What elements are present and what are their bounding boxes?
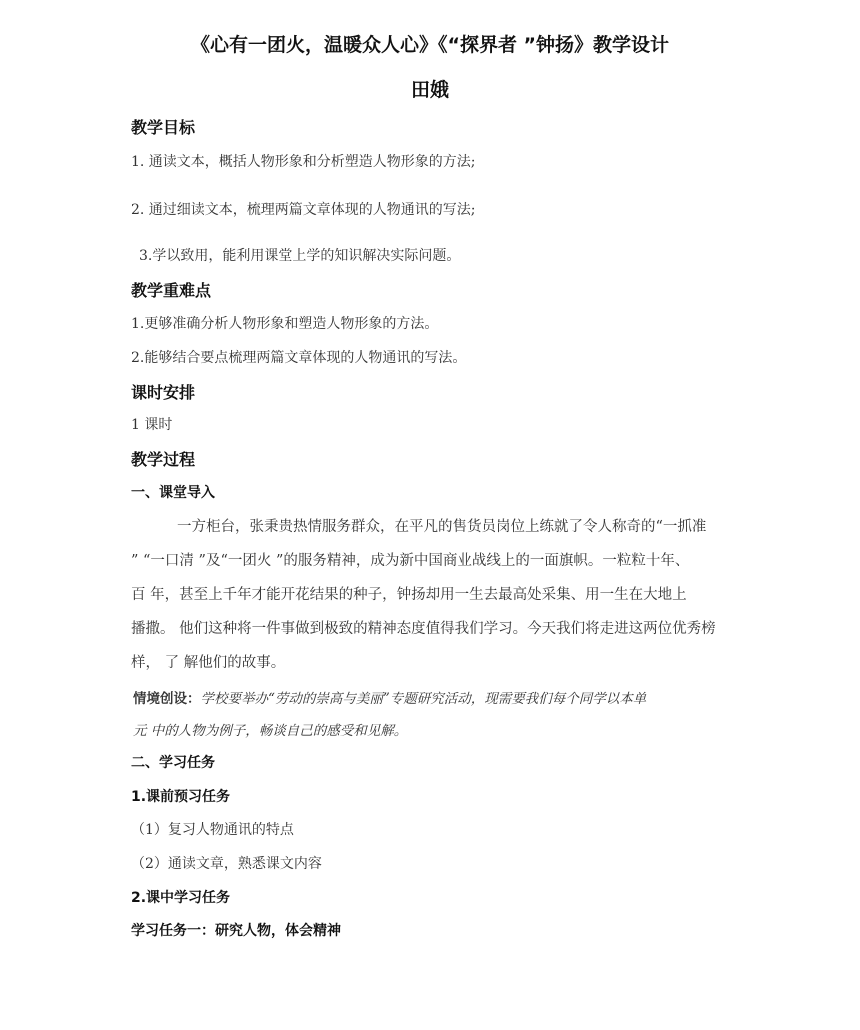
- scene-setting-label: 情境创设：: [133, 691, 201, 707]
- section1-heading: 一、课堂导入: [131, 485, 215, 501]
- pre-task-item-1: （1）复习人物通讯的特点: [131, 822, 294, 838]
- author-name: 田娥: [410, 79, 449, 101]
- intro-line: ” “一口清 ”及“一团火 ”的服务精神，成为新中国商业战线上的一面旗帜。一粒粒十年、: [131, 553, 690, 569]
- pre-task-item-2: （2）通读文章，熟悉课文内容: [131, 856, 322, 872]
- pre-task-heading: 1.课前预习任务: [131, 789, 231, 805]
- task1-heading: 学习任务一：研究人物，体会精神: [131, 923, 341, 939]
- intro-paragraph: [131, 515, 737, 675]
- objective-item-1: 1. 通读文本，概括人物形象和分析塑造人物形象的方法;: [131, 154, 476, 170]
- intro-line: 样， 了 解他们的故事。: [131, 655, 286, 671]
- scene-setting-line-2: 元 中的人物为例子，畅谈自己的感受和见解。: [133, 723, 408, 739]
- scene-setting-text: 学校要举办“劳动的崇高与美丽”专题研究活动，现需要我们每个同学以本单: [200, 691, 647, 707]
- objectives-heading: 教学目标: [131, 118, 196, 137]
- key-point-item-2: 2.能够结合要点梳理两篇文章体现的人物通讯的写法。: [131, 350, 467, 366]
- intro-line: 一方柜台，张秉贵热情服务群众，在平凡的售货员岗位上练就了令人称奇的“一抓准: [177, 519, 707, 535]
- key-points-heading: 教学重难点: [131, 281, 212, 300]
- key-point-item-1: 1.更够准确分析人物形象和塑造人物形象的方法。: [131, 316, 439, 332]
- intro-line: 百 年，甚至上千年才能开花结果的种子，钟扬却用一生去最高处采集、用一生在大地上: [131, 587, 687, 603]
- objective-item-3: 3.学以致用，能利用课堂上学的知识解决实际问题。: [139, 248, 461, 264]
- objective-item-2: 2. 通过细读文本，梳理两篇文章体现的人物通讯的写法;: [131, 202, 476, 218]
- document-title: 《心有一团火，温暖众人心》《“探界者 ”钟扬》教学设计: [190, 34, 670, 56]
- schedule-text: 1 课时: [131, 417, 173, 433]
- intro-line: 播撒。 他们这种将一件事做到极致的精神态度值得我们学习。今天我们将走进这两位优秀榜: [131, 621, 716, 637]
- scene-setting-line-1: [133, 687, 646, 707]
- section2-heading: 二、学习任务: [131, 755, 215, 771]
- schedule-heading: 课时安排: [131, 383, 196, 402]
- in-class-task-heading: 2.课中学习任务: [131, 890, 231, 906]
- process-heading: 教学过程: [131, 450, 196, 469]
